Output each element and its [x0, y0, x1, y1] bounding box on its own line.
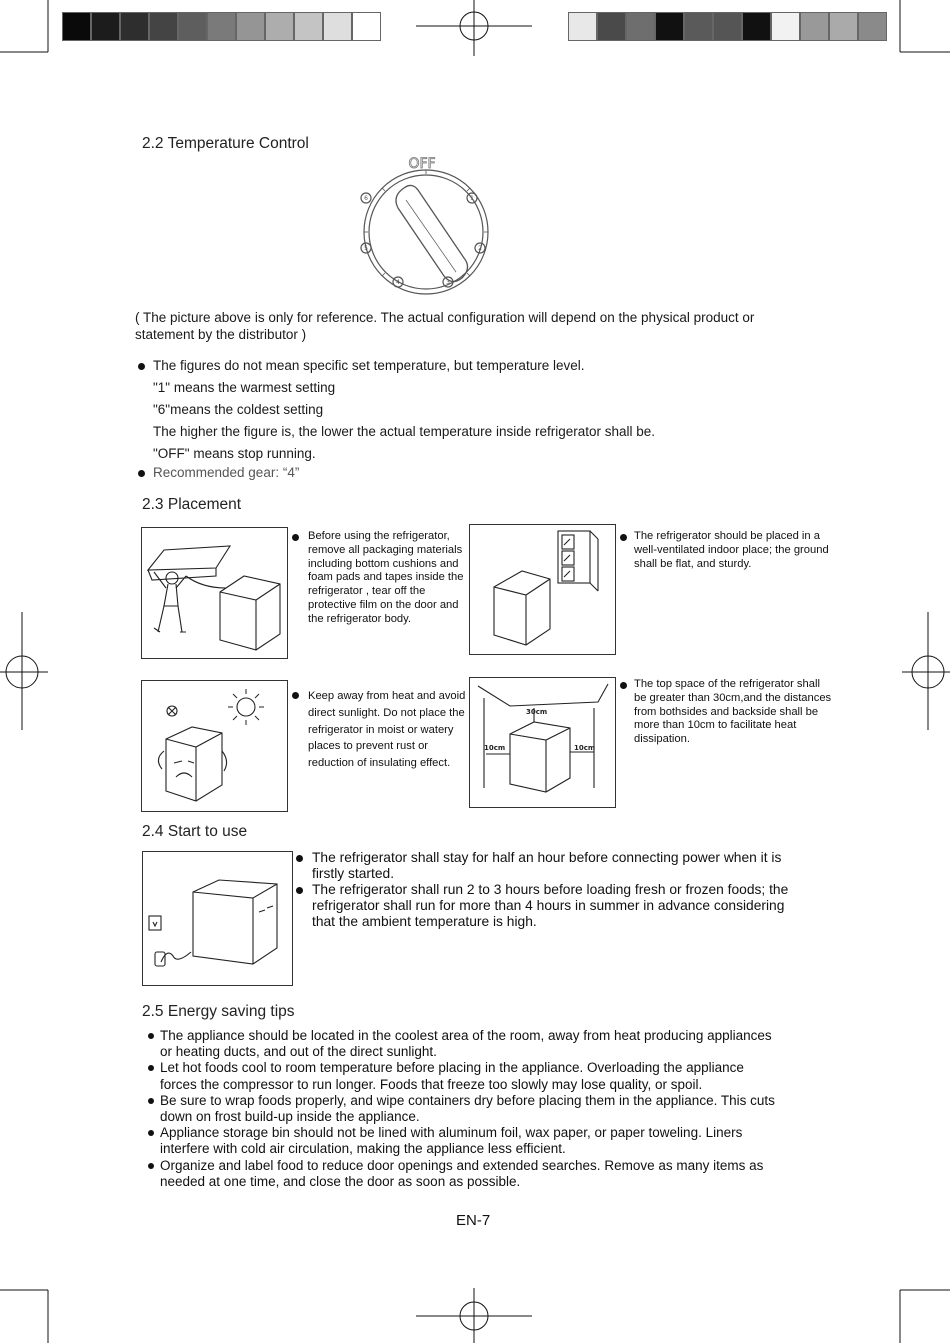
clearance-right-label: 10cm [574, 744, 596, 752]
dial-number-2: 2 [478, 245, 482, 252]
start-bullet-1 [296, 850, 796, 882]
energy-tip [142, 1093, 782, 1125]
dial-number-4: 4 [396, 279, 400, 286]
section-title-temp-control: 2.2 Temperature Control [142, 135, 309, 152]
placement-text-1-body: Before using the refrigerator, remove all packaging materials including bottom cushions and foam pads and tapes inside the refrigerator , tear off the protective film on the door and the refrigerator body. [308, 530, 464, 625]
section-title-placement: 2.3 Placement [142, 496, 242, 513]
page-number: EN-7 [456, 1212, 491, 1229]
placement-text-1 [292, 530, 468, 627]
clearance-top-label: 30cm [526, 708, 548, 716]
energy-tips-list [142, 1028, 782, 1190]
reference-note: ( The picture above is only for reference. The actual configuration will depend on the physical product or statement by the distributor ) [135, 310, 755, 342]
unpacking-illustration [141, 527, 288, 659]
clearance-illustration [469, 677, 616, 808]
section-title-energy: 2.5 Energy saving tips [142, 1003, 295, 1020]
energy-tip [142, 1158, 782, 1190]
temp-line-warmest: "1" means the warmest setting [153, 380, 336, 395]
start-bullet-2-text: The refrigerator shall run 2 to 3 hours before loading fresh or frozen foods; the refrigerator shall run for more than 4 hours in summer in advance considering that the ambient temperature is high. [312, 882, 789, 930]
energy-tip-text: Appliance storage bin should not be lined with aluminum foil, wax paper, or paper toweling. Liners interfere with cold air circulation, making the appliance less efficient. [160, 1125, 743, 1157]
start-bullet-1-text: The refrigerator shall stay for half an hour before connecting power when it is firstly started. [312, 850, 782, 882]
placement-text-4 [620, 678, 832, 747]
energy-tip-text: Let hot foods cool to room temperature before placing in the appliance. Overloading the appliance forces the compressor to run longer. Foods that freeze too slowly may lose quality, or spoil. [160, 1060, 744, 1092]
clearance-left-label: 10cm [484, 744, 506, 752]
placement-text-3 [292, 688, 468, 772]
energy-tip [142, 1125, 782, 1157]
dial-number-1: 1 [470, 195, 474, 202]
placement-text-3-body: Keep away from heat and avoid direct sunlight. Do not place the refrigerator in moist or watery places to prevent rust or reduction of insulating effect. [308, 690, 466, 770]
thermostat-dial-illustration [352, 152, 500, 302]
energy-tip-text: The appliance should be located in the coolest area of the room, away from heat producing appliances or heating ducts, and out of the direct sunlight. [160, 1028, 772, 1060]
ventilated-room-illustration [469, 524, 616, 655]
dial-number-5: 5 [364, 245, 368, 252]
placement-text-2 [620, 530, 830, 571]
placement-text-4-body: The top space of the refrigerator shall be greater than 30cm,and the distances from bothsides and backside shall be more than 10cm to facilitate heat dissipation. [634, 678, 832, 746]
heat-sunlight-illustration [141, 680, 288, 812]
temp-bullet-1-text: The figures do not mean specific set temperature, but temperature level. [153, 358, 585, 373]
start-illustration [142, 851, 293, 986]
recommended-gear: Recommended gear: “4” [153, 465, 300, 480]
dial-number-6: 6 [364, 195, 368, 202]
energy-tip-text: Be sure to wrap foods properly, and wipe containers dry before placing them in the appliance. This cuts down on frost build-up inside the appliance. [160, 1092, 775, 1125]
energy-tip [142, 1028, 782, 1060]
section-title-start: 2.4 Start to use [142, 823, 248, 840]
dial-number-3: 3 [446, 279, 450, 286]
energy-tip-text: Organize and label food to reduce door openings and extended searches. Remove as many items as needed at one time, and close the door as soon as possible. [160, 1157, 764, 1189]
temp-line-off: "OFF" means stop running. [153, 446, 316, 461]
energy-tip [142, 1060, 782, 1092]
placement-text-2-body: The refrigerator should be placed in a well-ventilated indoor place; the ground shall be flat, and sturdy. [634, 530, 829, 570]
start-bullet-2 [296, 882, 796, 931]
dial-off-label: OFF [408, 156, 436, 172]
temp-line-coldest: "6"means the coldest setting [153, 402, 324, 417]
temp-line-higher: The higher the figure is, the lower the actual temperature inside refrigerator shall be. [153, 424, 656, 439]
